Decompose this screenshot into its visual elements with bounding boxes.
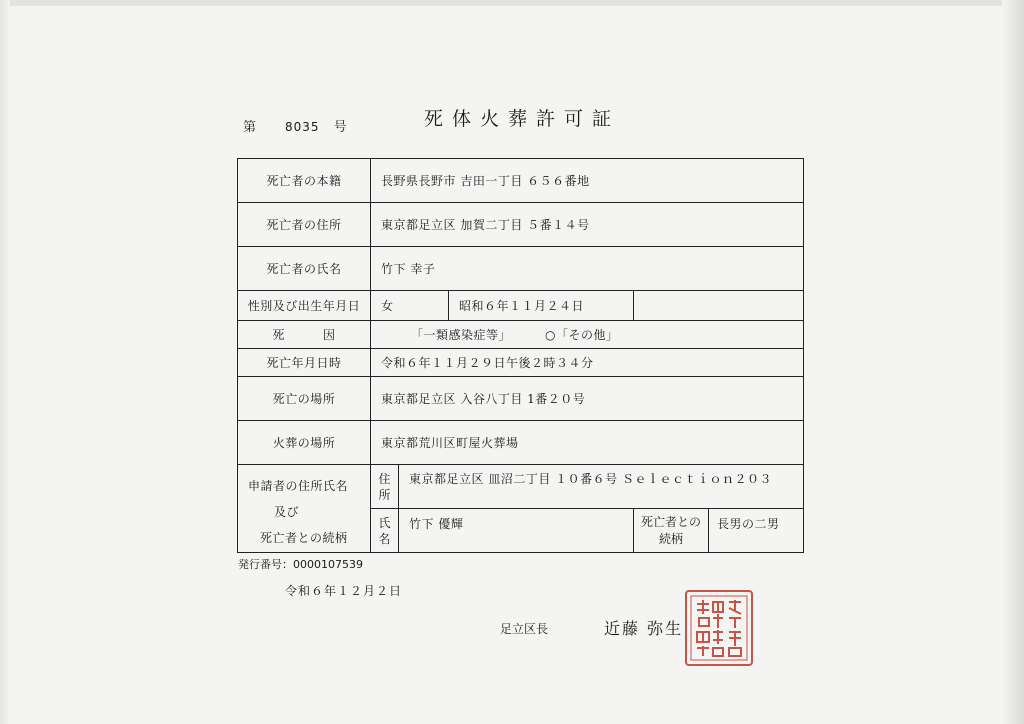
relation-value: 長男の二男 <box>709 509 804 553</box>
issuer-name: 近藤 弥生 <box>604 619 684 638</box>
row-death-place <box>238 377 804 421</box>
cause-value <box>371 321 804 349</box>
row-honseki <box>238 159 804 203</box>
applicant-address-value: 東京都足立区 皿沼二丁目 １０番６号 Ｓｅｌｅｃｔｉｏｎ２０３ <box>399 465 804 509</box>
scan-edge-left <box>0 0 10 724</box>
cause-option-other: ○「その他」 <box>545 328 619 342</box>
row-address <box>238 203 804 247</box>
row-sex-dob <box>238 291 804 321</box>
row-applicant-address <box>238 465 804 509</box>
issuer-title: 足立区長 <box>500 622 549 636</box>
cremation-place-value: 東京都荒川区町屋火葬場 <box>371 421 804 465</box>
name-label: 死亡者の氏名 <box>238 247 371 291</box>
scan-edge-right <box>1002 0 1024 724</box>
address-value: 東京都足立区 加賀二丁目 ５番１４号 <box>371 203 804 247</box>
applicant-address-label: 住 所 <box>371 465 399 509</box>
cause-option-infectious: 「一類感染症等」 <box>411 328 512 342</box>
scan-edge-top <box>0 0 1024 6</box>
applicant-label: 申請者の住所氏名 及び 死亡者との続柄 <box>238 465 371 553</box>
cremation-place-label: 火葬の場所 <box>238 421 371 465</box>
death-datetime-label: 死亡年月日時 <box>238 349 371 377</box>
address-label: 死亡者の住所 <box>238 203 371 247</box>
applicant-name-value: 竹下 優輝 <box>399 509 634 553</box>
document-title: 死体火葬許可証 <box>424 108 621 130</box>
honseki-value: 長野県長野市 吉田一丁目 ６５６番地 <box>371 159 804 203</box>
death-datetime-value: 令和６年１１月２９日午後２時３４分 <box>371 349 804 377</box>
official-seal-stamp <box>683 588 755 668</box>
death-place-value: 東京都足立区 入谷八丁目 1番２０号 <box>371 377 804 421</box>
honseki-label: 死亡者の本籍 <box>238 159 371 203</box>
dob-value: 昭和６年１１月２４日 <box>449 291 634 321</box>
row-cause <box>238 321 804 349</box>
sex-value: 女 <box>371 291 449 321</box>
name-value: 竹下 幸子 <box>371 247 804 291</box>
sex-dob-blank <box>634 291 804 321</box>
applicant-name-label: 氏 名 <box>371 509 399 553</box>
issue-number: 発行番号：0000107539 <box>238 558 363 571</box>
cert-no-prefix: 第 <box>243 120 258 135</box>
row-name <box>238 247 804 291</box>
certificate-number <box>243 116 348 135</box>
cert-no-value: 8035 <box>285 120 320 134</box>
sex-dob-label: 性別及び出生年月日 <box>238 291 371 321</box>
row-cremation-place <box>238 421 804 465</box>
permit-form-table <box>237 158 804 553</box>
issue-date: 令和６年１２月２日 <box>285 584 403 598</box>
cause-label: 死 因 <box>238 321 371 349</box>
cert-no-suffix: 号 <box>333 120 348 135</box>
relation-label: 死亡者との 続柄 <box>634 509 709 553</box>
death-place-label: 死亡の場所 <box>238 377 371 421</box>
row-death-datetime <box>238 349 804 377</box>
